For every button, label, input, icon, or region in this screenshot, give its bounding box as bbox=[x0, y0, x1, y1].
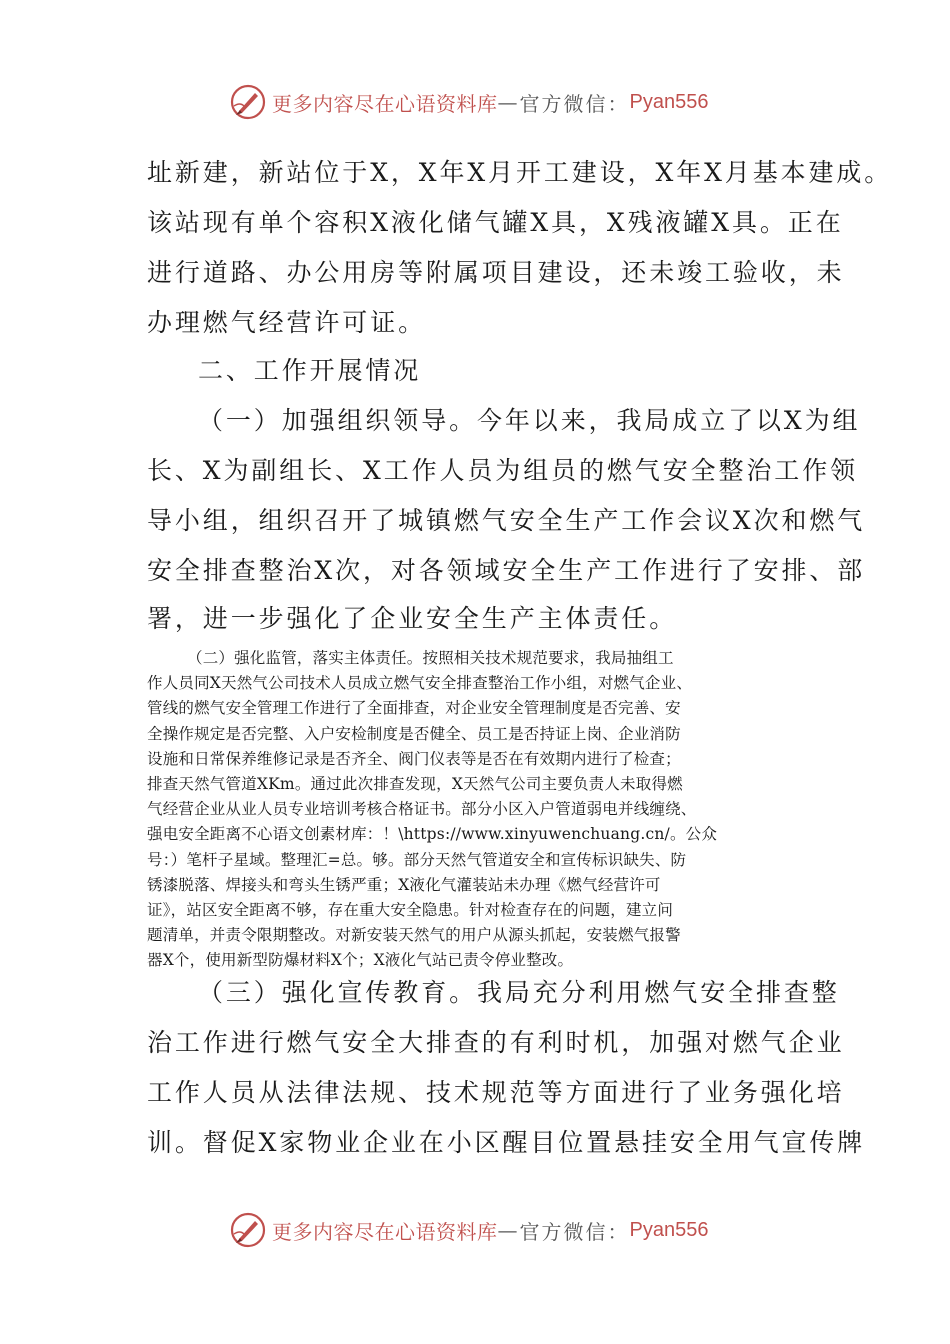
body-line: 安全排查整治X次，对各领域安全生产工作进行了安排、部 bbox=[147, 556, 866, 585]
body-line: 址新建，新站位于X，X年X月开工建设，X年X月基本建成。 bbox=[147, 158, 893, 187]
small-line: （二）强化监管，落实主体责任。按照相关技术规范要求，我局抽组工 bbox=[187, 649, 674, 667]
subsection-heading-line: （三）强化宣传教育。我局充分利用燃气安全排查整 bbox=[198, 978, 840, 1007]
watermark-promo: 更多内容尽在心语资料库 bbox=[272, 91, 498, 116]
watermark-dash: — bbox=[497, 90, 520, 114]
watermark-promo: 更多内容尽在心语资料库 bbox=[272, 1219, 498, 1244]
watermark-dash: — bbox=[497, 1218, 520, 1242]
pen-logo-icon bbox=[228, 82, 268, 122]
body-line: 治工作进行燃气安全大排查的有利时机，加强对燃气企业 bbox=[147, 1028, 845, 1057]
body-line: 署，进一步强化了企业安全生产主体责任。 bbox=[147, 604, 678, 633]
small-line: 管线的燃气安全管理工作进行了全面排查，对企业安全管理制度是否完善、安 bbox=[147, 699, 681, 718]
watermark-label: 官方微信： bbox=[519, 91, 630, 116]
watermark-label: 官方微信： bbox=[519, 1219, 630, 1244]
small-line: 强电安全距离不心语文创素材库：！\https://www.xinyuwenchuang.cn/。公众 bbox=[147, 825, 718, 844]
small-line: 器X个，使用新型防爆材料X个；X液化气站已责令停业整改。 bbox=[147, 951, 574, 970]
small-line: 锈漆脱落、焊接头和弯头生锈严重；X液化气灌装站未办理《燃气经营许可 bbox=[147, 875, 661, 894]
watermark-wechat-id: Pyan556 bbox=[629, 1218, 709, 1241]
small-line: 证》，站区安全距离不够，存在重大安全隐患。针对检查存在的问题，建立问 bbox=[147, 901, 674, 920]
small-line: 作人员同X天然气公司技术人员成立燃气安全排查整治工作小组，对燃气企业、 bbox=[147, 674, 693, 693]
small-line: 气经营企业从业人员专业培训考核合格证书。部分小区入户管道弱电并线缠绕、 bbox=[147, 800, 697, 819]
header-watermark bbox=[228, 80, 748, 124]
subsection-heading-line: （一）加强组织领导。今年以来，我局成立了以X为组 bbox=[198, 406, 861, 435]
footer-watermark bbox=[228, 1208, 748, 1252]
small-line: 题清单，并责令限期整改。对新安装天然气的用户从源头抓起，安装燃气报警 bbox=[147, 926, 681, 945]
body-line: 训。督促X家物业企业在小区醒目位置悬挂安全用气宣传牌 bbox=[147, 1128, 866, 1157]
body-line: 该站现有单个容积X液化储气罐X具，X残液罐X具。正在 bbox=[147, 208, 844, 237]
body-line: 导小组，组织召开了城镇燃气安全生产工作会议X次和燃气 bbox=[147, 506, 866, 535]
small-line: 全操作规定是否完整、入户安检制度是否健全、员工是否持证上岗、企业消防 bbox=[147, 724, 681, 743]
pen-logo-icon bbox=[228, 1210, 268, 1250]
small-line: 号：）笔杆子星域。整理汇=总。够。部分天然气管道安全和宣传标识缺失、防 bbox=[147, 850, 687, 869]
body-line: 长、X为副组长、X工作人员为组员的燃气安全整治工作领 bbox=[147, 456, 858, 485]
small-line: 排查天然气管道XKm。通过此次排查发现，X天然气公司主要负责人未取得燃 bbox=[147, 775, 683, 794]
body-line: 进行道路、办公用房等附属项目建设，还未竣工验收，未 bbox=[147, 258, 845, 287]
body-line: 办理燃气经营许可证。 bbox=[147, 308, 427, 337]
watermark-wechat-id: Pyan556 bbox=[629, 90, 709, 113]
section-heading: 二、工作开展情况 bbox=[198, 356, 422, 385]
small-line: 设施和日常保养维修记录是否齐全、阀门仪表等是否在有效期内进行了检查； bbox=[147, 749, 681, 768]
body-line: 工作人员从法律法规、技术规范等方面进行了业务强化培 bbox=[147, 1078, 845, 1107]
small-paragraph bbox=[147, 646, 817, 974]
